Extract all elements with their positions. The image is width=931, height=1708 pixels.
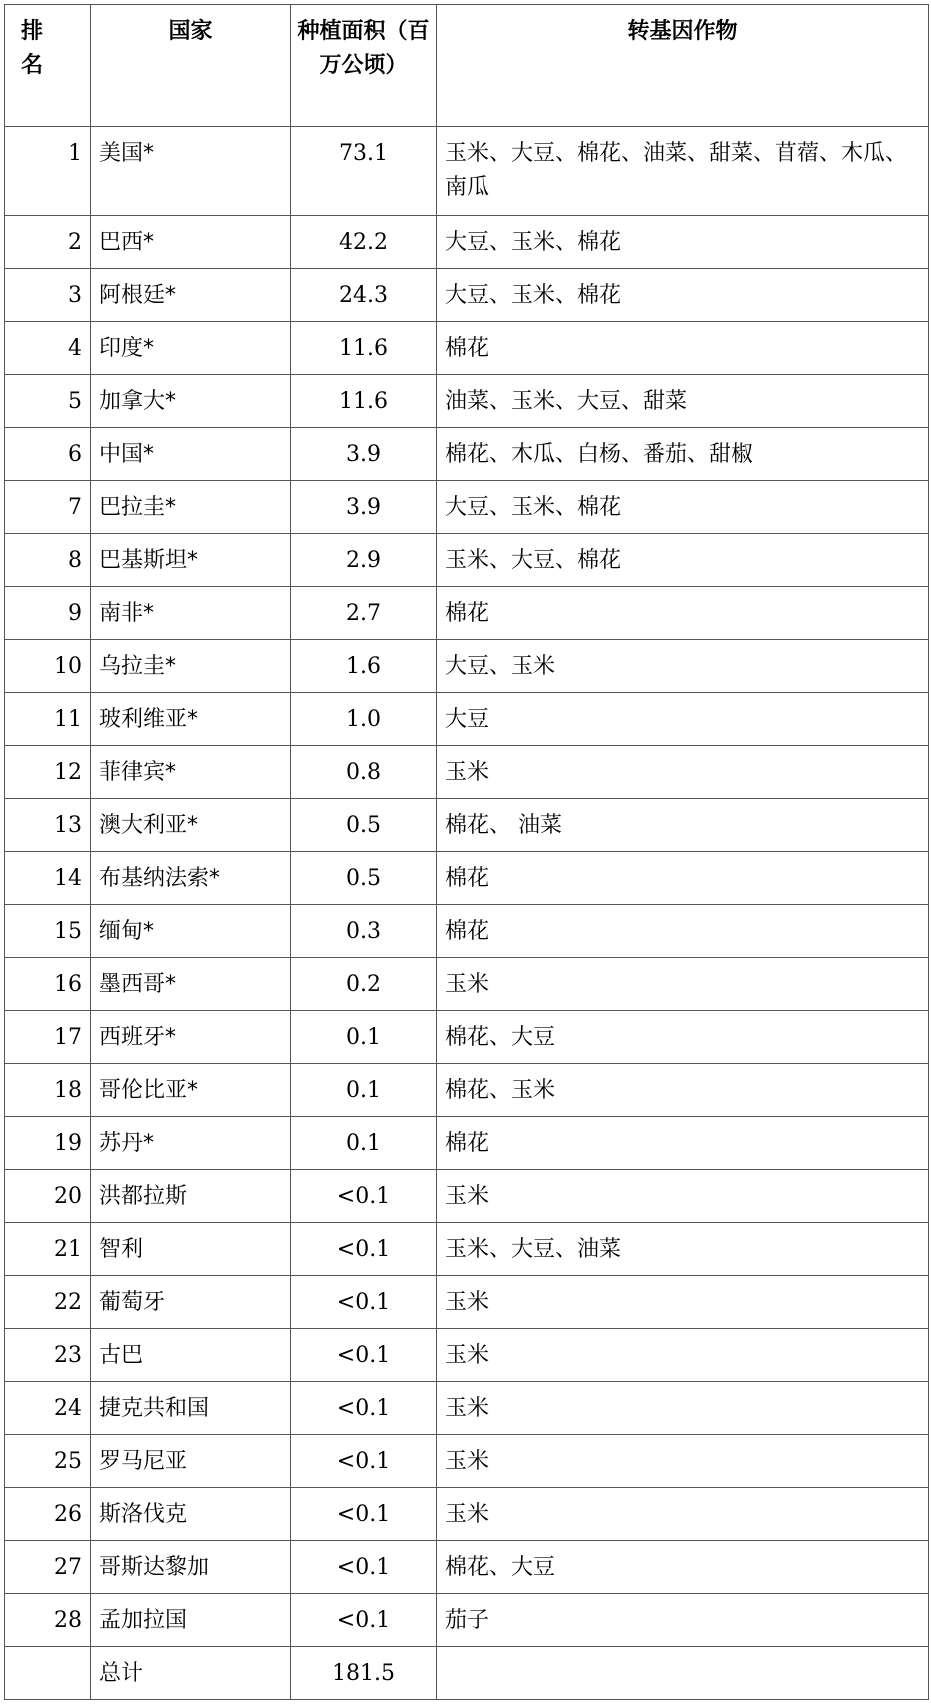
crops-cell: 棉花	[437, 587, 929, 640]
rank-cell: 9	[5, 587, 91, 640]
crops-cell: 茄子	[437, 1594, 929, 1647]
header-country: 国家	[91, 5, 291, 127]
rank-cell: 24	[5, 1382, 91, 1435]
area-cell: 0.5	[291, 799, 437, 852]
country-cell: 葡萄牙	[91, 1276, 291, 1329]
table-row	[5, 640, 929, 693]
country-cell: 洪都拉斯	[91, 1170, 291, 1223]
rank-cell: 18	[5, 1064, 91, 1117]
table-row	[5, 534, 929, 587]
rank-cell: 22	[5, 1276, 91, 1329]
crops-cell: 大豆、玉米、棉花	[437, 269, 929, 322]
crops-cell: 棉花、 油菜	[437, 799, 929, 852]
total-rank-cell	[5, 1647, 91, 1700]
country-cell: 巴基斯坦*	[91, 534, 291, 587]
area-cell: 11.6	[291, 375, 437, 428]
total-area: 181.5	[291, 1647, 437, 1700]
crops-cell: 玉米、大豆、棉花、油菜、甜菜、苜蓿、木瓜、南瓜	[437, 127, 929, 216]
country-cell: 菲律宾*	[91, 746, 291, 799]
area-cell: 0.1	[291, 1011, 437, 1064]
rank-cell: 11	[5, 693, 91, 746]
area-cell: <0.1	[291, 1276, 437, 1329]
table-row	[5, 1329, 929, 1382]
area-cell: 2.7	[291, 587, 437, 640]
area-cell: <0.1	[291, 1329, 437, 1382]
rank-cell: 7	[5, 481, 91, 534]
table-row	[5, 269, 929, 322]
rank-cell: 28	[5, 1594, 91, 1647]
area-cell: 0.1	[291, 1117, 437, 1170]
crops-cell: 玉米	[437, 958, 929, 1011]
country-cell: 加拿大*	[91, 375, 291, 428]
rank-cell: 3	[5, 269, 91, 322]
rank-cell: 6	[5, 428, 91, 481]
country-cell: 中国*	[91, 428, 291, 481]
crops-cell: 棉花	[437, 852, 929, 905]
table-row	[5, 1488, 929, 1541]
table-row	[5, 481, 929, 534]
area-cell: <0.1	[291, 1223, 437, 1276]
area-cell: <0.1	[291, 1594, 437, 1647]
country-cell: 墨西哥*	[91, 958, 291, 1011]
table-row	[5, 375, 929, 428]
rank-cell: 13	[5, 799, 91, 852]
country-cell: 阿根廷*	[91, 269, 291, 322]
header-area: 种植面积（百万公顷）	[291, 5, 437, 127]
table-row	[5, 322, 929, 375]
country-cell: 缅甸*	[91, 905, 291, 958]
area-cell: 73.1	[291, 127, 437, 216]
country-cell: 斯洛伐克	[91, 1488, 291, 1541]
table-row	[5, 216, 929, 269]
rank-cell: 16	[5, 958, 91, 1011]
crops-cell: 棉花	[437, 1117, 929, 1170]
total-crops-cell	[437, 1647, 929, 1700]
crops-cell: 玉米	[437, 1435, 929, 1488]
table-row	[5, 1064, 929, 1117]
rank-cell: 19	[5, 1117, 91, 1170]
rank-cell: 26	[5, 1488, 91, 1541]
country-cell: 乌拉圭*	[91, 640, 291, 693]
area-cell: 0.5	[291, 852, 437, 905]
crops-cell: 玉米	[437, 1382, 929, 1435]
header-crops: 转基因作物	[437, 5, 929, 127]
rank-cell: 23	[5, 1329, 91, 1382]
country-cell: 玻利维亚*	[91, 693, 291, 746]
area-cell: 11.6	[291, 322, 437, 375]
crops-cell: 棉花、大豆	[437, 1011, 929, 1064]
area-cell: <0.1	[291, 1488, 437, 1541]
crops-cell: 玉米、大豆、棉花	[437, 534, 929, 587]
crops-cell: 油菜、玉米、大豆、甜菜	[437, 375, 929, 428]
area-cell: 3.9	[291, 428, 437, 481]
country-cell: 南非*	[91, 587, 291, 640]
table-row	[5, 693, 929, 746]
country-cell: 智利	[91, 1223, 291, 1276]
crops-cell: 大豆、玉米、棉花	[437, 216, 929, 269]
country-cell: 布基纳法索*	[91, 852, 291, 905]
area-cell: 1.0	[291, 693, 437, 746]
area-cell: <0.1	[291, 1382, 437, 1435]
rank-cell: 14	[5, 852, 91, 905]
country-cell: 美国*	[91, 127, 291, 216]
country-cell: 印度*	[91, 322, 291, 375]
country-cell: 捷克共和国	[91, 1382, 291, 1435]
area-cell: 24.3	[291, 269, 437, 322]
crops-cell: 玉米	[437, 746, 929, 799]
table-row	[5, 1276, 929, 1329]
table-row	[5, 1594, 929, 1647]
rank-cell: 5	[5, 375, 91, 428]
rank-cell: 27	[5, 1541, 91, 1594]
area-cell: <0.1	[291, 1170, 437, 1223]
rank-cell: 10	[5, 640, 91, 693]
table-header-row	[5, 5, 929, 127]
area-cell: 0.1	[291, 1064, 437, 1117]
rank-cell: 17	[5, 1011, 91, 1064]
country-cell: 哥伦比亚*	[91, 1064, 291, 1117]
country-cell: 澳大利亚*	[91, 799, 291, 852]
table-row	[5, 1435, 929, 1488]
table-row	[5, 905, 929, 958]
total-label: 总计	[91, 1647, 291, 1700]
crops-cell: 棉花、玉米	[437, 1064, 929, 1117]
crops-cell: 大豆、玉米、棉花	[437, 481, 929, 534]
country-cell: 古巴	[91, 1329, 291, 1382]
rank-cell: 8	[5, 534, 91, 587]
rank-cell: 25	[5, 1435, 91, 1488]
crops-cell: 玉米	[437, 1488, 929, 1541]
crops-cell: 大豆	[437, 693, 929, 746]
country-cell: 罗马尼亚	[91, 1435, 291, 1488]
area-cell: 42.2	[291, 216, 437, 269]
table-row	[5, 852, 929, 905]
table-row	[5, 428, 929, 481]
crops-cell: 棉花、木瓜、白杨、番茄、甜椒	[437, 428, 929, 481]
area-cell: 2.9	[291, 534, 437, 587]
area-cell: <0.1	[291, 1435, 437, 1488]
table-body	[5, 127, 929, 1700]
area-cell: 0.3	[291, 905, 437, 958]
crops-cell: 玉米	[437, 1170, 929, 1223]
rank-cell: 20	[5, 1170, 91, 1223]
area-cell: 0.2	[291, 958, 437, 1011]
table-row	[5, 1011, 929, 1064]
rank-cell: 2	[5, 216, 91, 269]
rank-cell: 4	[5, 322, 91, 375]
table-row	[5, 587, 929, 640]
rank-cell: 21	[5, 1223, 91, 1276]
country-cell: 巴西*	[91, 216, 291, 269]
table-row	[5, 1382, 929, 1435]
crops-cell: 大豆、玉米	[437, 640, 929, 693]
table-row	[5, 958, 929, 1011]
country-cell: 西班牙*	[91, 1011, 291, 1064]
table-row	[5, 1223, 929, 1276]
crops-cell: 玉米、大豆、油菜	[437, 1223, 929, 1276]
country-cell: 孟加拉国	[91, 1594, 291, 1647]
table-row	[5, 1541, 929, 1594]
table-row	[5, 127, 929, 216]
crops-cell: 玉米	[437, 1276, 929, 1329]
area-cell: 0.8	[291, 746, 437, 799]
country-cell: 苏丹*	[91, 1117, 291, 1170]
area-cell: <0.1	[291, 1541, 437, 1594]
total-row	[5, 1647, 929, 1700]
crops-cell: 棉花	[437, 322, 929, 375]
country-cell: 哥斯达黎加	[91, 1541, 291, 1594]
table-row	[5, 1170, 929, 1223]
rank-cell: 15	[5, 905, 91, 958]
header-rank: 排 名	[5, 5, 91, 127]
crops-cell: 玉米	[437, 1329, 929, 1382]
rank-cell: 12	[5, 746, 91, 799]
crops-cell: 棉花	[437, 905, 929, 958]
area-cell: 3.9	[291, 481, 437, 534]
area-cell: 1.6	[291, 640, 437, 693]
table-row	[5, 799, 929, 852]
table-row	[5, 746, 929, 799]
table-row	[5, 1117, 929, 1170]
rank-cell: 1	[5, 127, 91, 216]
country-cell: 巴拉圭*	[91, 481, 291, 534]
gm-crops-table	[4, 4, 929, 1700]
crops-cell: 棉花、大豆	[437, 1541, 929, 1594]
